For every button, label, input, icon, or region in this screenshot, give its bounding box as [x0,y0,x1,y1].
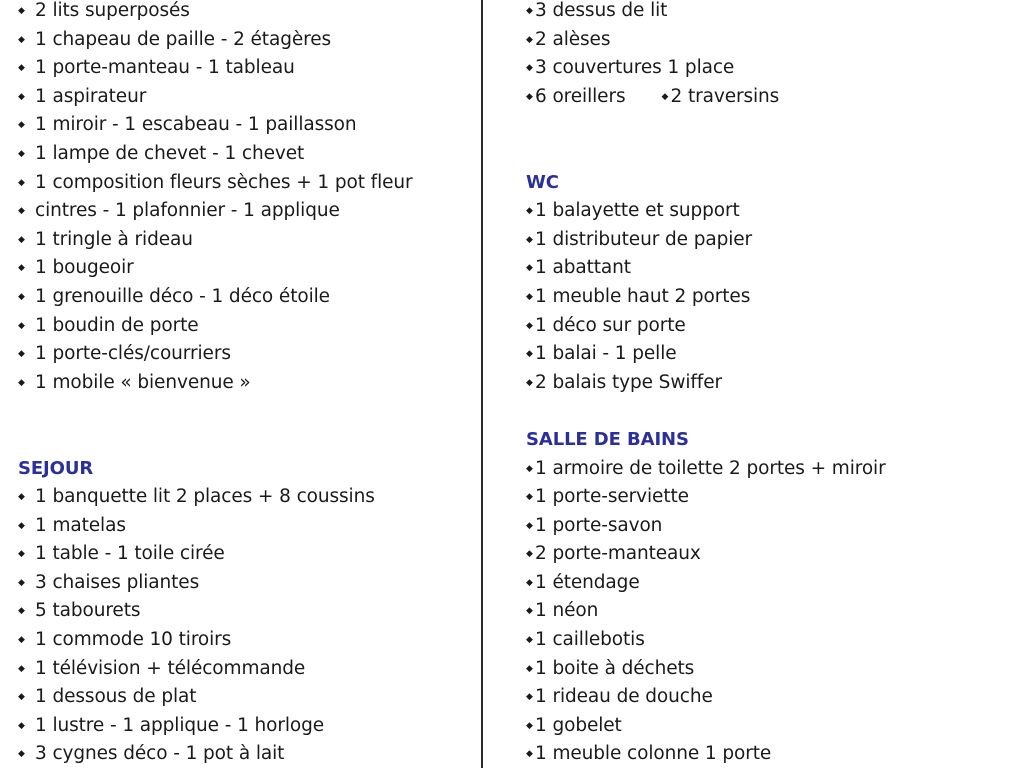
diamond-bullet-icon: ◆ [18,720,25,731]
diamond-bullet-icon: ◆ [18,577,25,588]
list-item [18,83,468,112]
diamond-bullet-icon: ◆ [526,635,533,646]
item-text: 1 armoire de toilette 2 portes + miroir [535,457,886,479]
list-item [526,683,1006,712]
item-text: 1 balai - 1 pelle [535,343,677,365]
list-item [18,569,468,598]
diamond-bullet-icon: ◆ [18,63,25,74]
list-item [18,312,468,341]
column-divider [481,0,483,768]
list-item [526,512,1006,541]
list-item [526,626,1006,655]
item-text: 1 matelas [35,514,126,536]
item-text: 1 gobelet [535,714,622,736]
item-text: 1 aspirateur [35,85,147,107]
item-text: 3 couvertures 1 place [535,57,735,79]
list-item [18,712,468,741]
diamond-bullet-icon: ◆ [18,234,25,245]
item-text: 3 chaises pliantes [35,571,200,593]
diamond-bullet-icon: ◆ [661,91,669,102]
item-text: 5 tabourets [35,600,141,622]
diamond-bullet-icon: ◆ [526,749,533,760]
item-text: 1 lustre - 1 applique - 1 horloge [35,714,325,736]
item-text: 1 dessous de plat [35,686,197,708]
diamond-bullet-icon: ◆ [18,91,25,102]
list-item [18,540,468,569]
diamond-bullet-icon: ◆ [526,206,533,217]
item-text: 1 rideau de douche [535,686,713,708]
list-item [526,83,1006,112]
diamond-bullet-icon: ◆ [526,606,533,617]
diamond-bullet-icon: ◆ [18,549,25,560]
diamond-bullet-icon: ◆ [18,320,25,331]
list-item [526,340,1006,369]
item-text: 1 composition fleurs sèches + 1 pot fleur [35,171,413,193]
spacer [18,426,468,455]
diamond-bullet-icon: ◆ [526,692,533,703]
diamond-bullet-icon: ◆ [18,749,25,760]
item-text: 1 grenouille déco - 1 déco étoile [35,285,330,307]
item-text: 1 meuble haut 2 portes [535,285,751,307]
diamond-bullet-icon: ◆ [526,234,533,245]
diamond-bullet-icon: ◆ [526,91,533,102]
spacer [526,111,1006,140]
item-text: 1 distributeur de papier [535,228,753,250]
list-item [18,140,468,169]
list-item [526,0,1006,26]
list-item [526,197,1006,226]
list-item [18,512,468,541]
item-text: 1 tringle à rideau [35,228,193,250]
diamond-bullet-icon: ◆ [526,520,533,531]
list-item [18,683,468,712]
diamond-bullet-icon: ◆ [526,291,533,302]
list-item [18,111,468,140]
list-item [526,540,1006,569]
diamond-bullet-icon: ◆ [18,635,25,646]
item-text: 1 néon [535,600,599,622]
list-item [526,655,1006,684]
list-item [18,169,468,198]
item-text: 1 télévision + télécommande [35,657,306,679]
item-text: 1 lampe de chevet - 1 chevet [35,142,305,164]
item-text: 1 banquette lit 2 places + 8 coussins [35,486,375,508]
list-item [526,712,1006,741]
diamond-bullet-icon: ◆ [18,606,25,617]
list-item [18,340,468,369]
diamond-bullet-icon: ◆ [526,377,533,388]
list-item [526,569,1006,598]
diamond-bullet-icon: ◆ [526,577,533,588]
diamond-bullet-icon: ◆ [18,148,25,159]
item-text: 1 porte-serviette [535,486,689,508]
item-text: 1 porte-manteau - 1 tableau [35,57,295,79]
diamond-bullet-icon: ◆ [526,34,533,45]
item-text: 1 caillebotis [535,629,645,651]
diamond-bullet-icon: ◆ [526,463,533,474]
diamond-bullet-icon: ◆ [18,492,25,503]
item-text: 2 porte-manteaux [535,543,701,565]
list-item [526,369,1006,398]
diamond-bullet-icon: ◆ [18,520,25,531]
diamond-bullet-icon: ◆ [526,720,533,731]
right-column [526,0,1006,769]
item-text: 1 porte-savon [535,514,663,536]
list-item [18,597,468,626]
section-heading-salle-de-bains: SALLE DE BAINS [526,428,689,450]
item-text: 1 commode 10 tiroirs [35,629,232,651]
list-item [18,226,468,255]
list-item [18,626,468,655]
list-item [526,54,1006,83]
item-text: 1 miroir - 1 escabeau - 1 paillasson [35,114,357,136]
item-text: 1 boite à déchets [535,657,695,679]
list-item [18,26,468,55]
list-item [526,312,1006,341]
item-text: 1 boudin de porte [35,314,199,336]
diamond-bullet-icon: ◆ [18,692,25,703]
item-text: 2 lits superposés [35,0,190,21]
diamond-bullet-icon: ◆ [18,34,25,45]
list-item [526,597,1006,626]
list-item [526,254,1006,283]
list-item [526,283,1006,312]
diamond-bullet-icon: ◆ [526,6,533,16]
spacer [526,397,1006,426]
item-text: 1 mobile « bienvenue » [35,371,251,393]
section-heading-wc: WC [526,171,559,193]
diamond-bullet-icon: ◆ [18,377,25,388]
diamond-bullet-icon: ◆ [18,6,25,16]
item-text: 1 porte-clés/courriers [35,343,231,365]
item-text: 1 déco sur porte [535,314,686,336]
diamond-bullet-icon: ◆ [526,320,533,331]
spacer [18,397,468,426]
diamond-bullet-icon: ◆ [18,349,25,360]
list-item [18,197,468,226]
spacer [526,140,1006,169]
diamond-bullet-icon: ◆ [526,263,533,274]
item-text: 2 alèses [535,28,611,50]
item-text: 1 étendage [535,571,640,593]
diamond-bullet-icon: ◆ [18,120,25,131]
item-text: 3 cygnes déco - 1 pot à lait [35,743,285,765]
list-item [18,483,468,512]
diamond-bullet-icon: ◆ [18,206,25,217]
list-item [18,369,468,398]
diamond-bullet-icon: ◆ [526,63,533,74]
section-heading-sejour: SEJOUR [18,457,94,479]
item-text: 1 bougeoir [35,257,134,279]
diamond-bullet-icon: ◆ [526,549,533,560]
item-text: 6 oreillers [535,85,626,107]
item-text: 1 meuble colonne 1 porte [535,743,772,765]
left-column [18,0,468,769]
list-item [526,740,1006,769]
diamond-bullet-icon: ◆ [18,177,25,188]
diamond-bullet-icon: ◆ [526,349,533,360]
diamond-bullet-icon: ◆ [18,291,25,302]
item-text: 1 balayette et support [535,200,740,222]
list-item [18,655,468,684]
item-text: 1 table - 1 toile cirée [35,543,225,565]
item-text: 3 dessus de lit [535,0,668,21]
list-item [18,254,468,283]
list-item [526,483,1006,512]
diamond-bullet-icon: ◆ [18,263,25,274]
diamond-bullet-icon: ◆ [526,492,533,503]
list-item [18,54,468,83]
list-item [526,26,1006,55]
item-text: 1 abattant [535,257,631,279]
item-text: 2 traversins [670,85,780,107]
list-item [526,455,1006,484]
item-text: cintres - 1 plafonnier - 1 applique [35,200,340,222]
diamond-bullet-icon: ◆ [526,663,533,674]
list-item [526,226,1006,255]
list-item [18,283,468,312]
item-text: 1 chapeau de paille - 2 étagères [35,28,332,50]
item-text: 2 balais type Swiffer [535,371,723,393]
list-item [18,740,468,769]
diamond-bullet-icon: ◆ [18,663,25,674]
list-item [18,0,468,26]
